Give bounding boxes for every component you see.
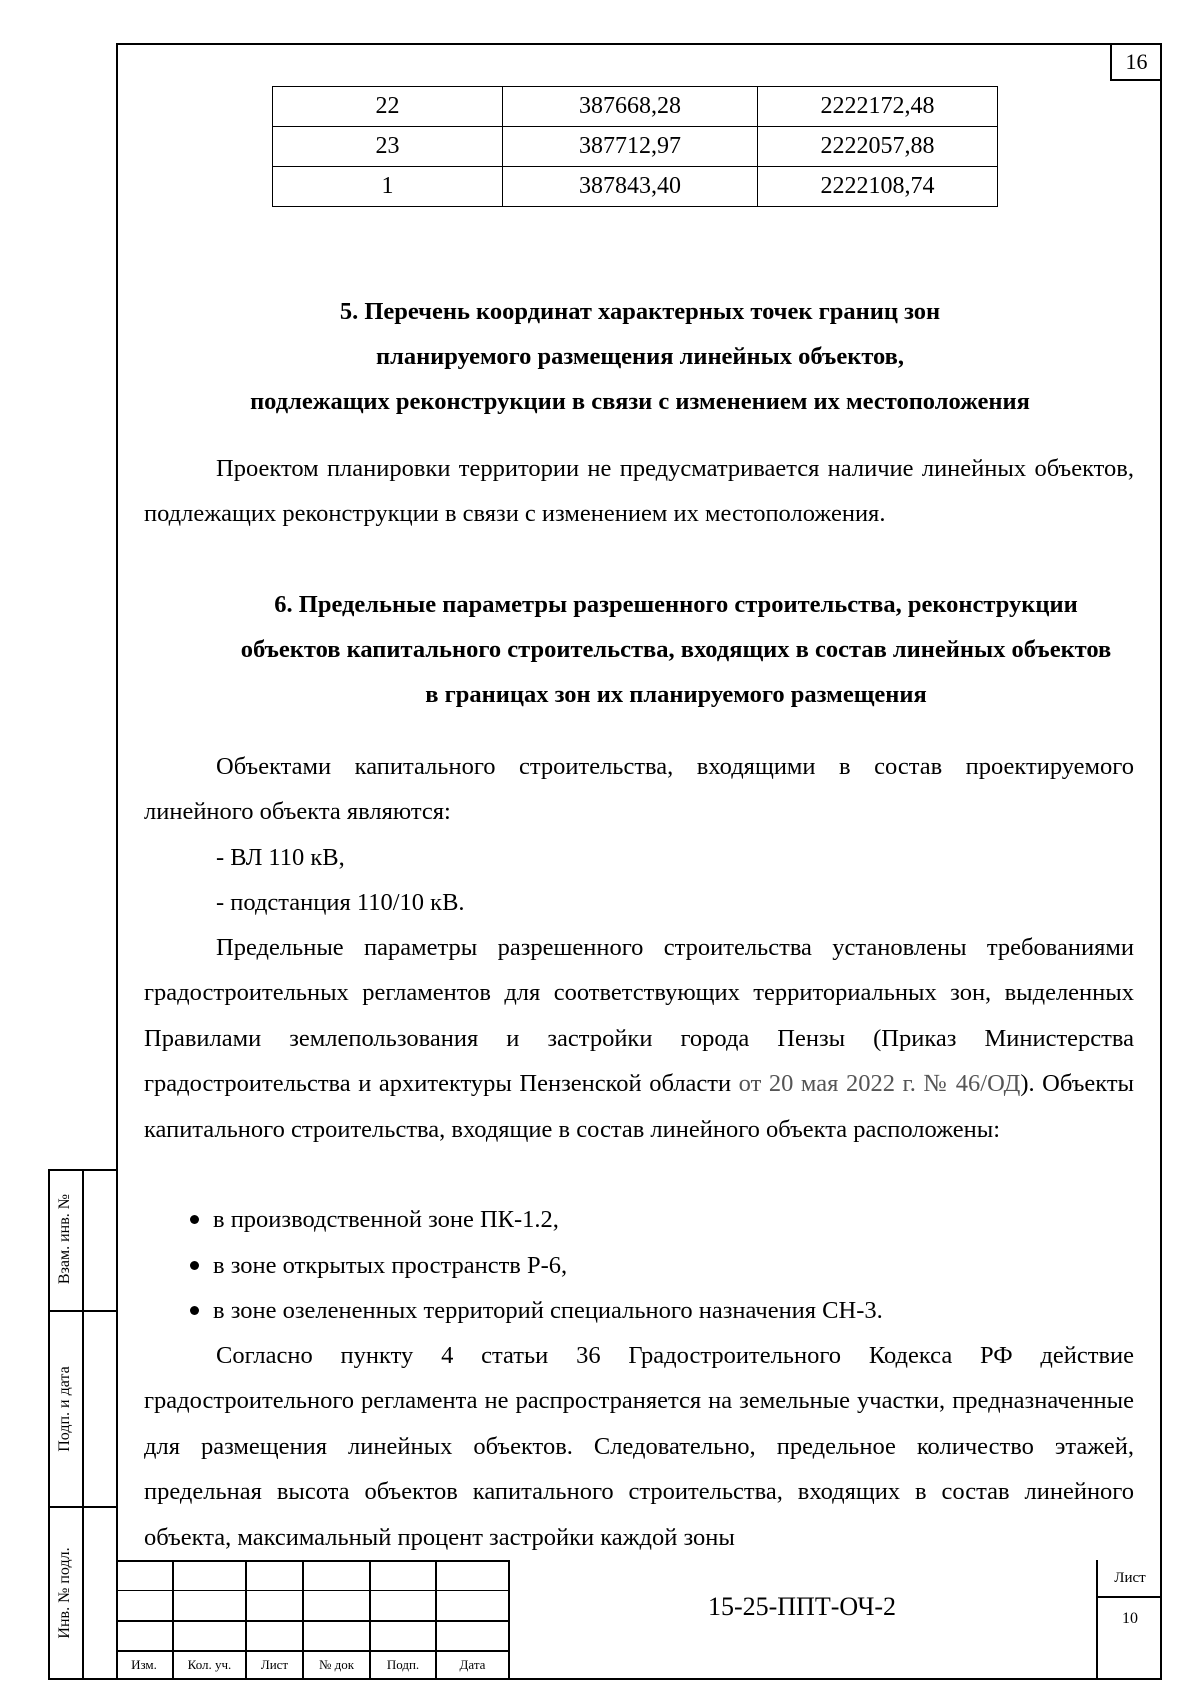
side-label-signature-date: Подп. и дата	[56, 1366, 73, 1452]
stamp-row-divider	[48, 1506, 118, 1508]
bullet-text: в зоне озелененных территорий специального назначения СН-3.	[213, 1297, 883, 1324]
coordinates-table	[272, 86, 998, 207]
params-text-a: Предельные параметры разрешенного строительства установлены требованиями градостроительных регламентов для соответствующих территориальных зон, выделенных Правилами землепользования и застройки города Пензы (Приказ Министерства градостроительства и архитектуры Пензенской области	[144, 934, 1134, 1098]
title-block-row	[116, 1620, 510, 1622]
table-row	[273, 127, 998, 167]
column-label-sheet: Лист	[260, 1657, 289, 1672]
table-cell: 387712,97	[503, 127, 758, 167]
table-cell: 22	[273, 87, 503, 127]
column-label-count: Кол. уч.	[187, 1657, 232, 1672]
dash-item: - подстанция 110/10 кВ.	[216, 889, 465, 916]
stamp-outer-left	[48, 1169, 50, 1680]
bullet-text: в производственной зоне ПК-1.2,	[213, 1206, 559, 1233]
section-5-paragraph: Проектом планировки территории не предусматривается наличие линейных объектов, подлежащих реконструкции в связи с изменением их местоположения.	[144, 455, 1134, 528]
table-cell: 387668,28	[503, 87, 758, 127]
section-6-final-paragraph: Согласно пункту 4 статьи 36 Градостроительного Кодекса РФ действие градостроительного регламента не распространяется на земельные участки, предназначенные для размещения линейных объектов. Следовательно, предельное количество этажей, предельная высота объектов капитального строительства, входящих в состав линейного объекта, максимальный процент застройки каждой зоны	[144, 1342, 1134, 1551]
table-row	[273, 87, 998, 127]
frame-left	[116, 43, 118, 1680]
section-5-heading	[140, 289, 1140, 424]
title-block-top	[116, 1560, 510, 1562]
bullet-text: в зоне открытых пространств Р-6,	[213, 1252, 568, 1279]
column-label-signature: Подп.	[386, 1657, 420, 1672]
bullet-icon	[190, 1261, 199, 1270]
dash-item: - ВЛ 110 кВ,	[216, 844, 345, 871]
heading-line: объектов капитального строительства, входящих в состав линейных объектов	[240, 636, 1112, 663]
table-cell: 2222057,88	[758, 127, 998, 167]
table-row	[273, 167, 998, 207]
frame-top	[116, 43, 1162, 45]
table-cell: 2222108,74	[758, 167, 998, 207]
frame-bottom	[48, 1678, 1162, 1680]
stamp-divider-vertical	[82, 1169, 84, 1680]
page-number: 16	[1110, 45, 1161, 81]
table-cell: 23	[273, 127, 503, 167]
stamp-row-divider	[48, 1310, 118, 1312]
heading-line: подлежащих реконструкции в связи с изменением их местоположения	[250, 388, 1030, 415]
heading-line: 6. Предельные параметры разрешенного строительства, реконструкции	[274, 591, 1078, 618]
section-6-params-paragraph	[144, 925, 1134, 1152]
bullet-icon	[190, 1215, 199, 1224]
bullet-icon	[190, 1306, 199, 1315]
stamp-top	[48, 1169, 118, 1171]
title-block-col	[508, 1560, 510, 1680]
side-label-replacement-inv: Взам. инв. №	[56, 1193, 73, 1285]
document-code: 15-25-ППТ-ОЧ-2	[707, 1592, 897, 1621]
heading-line: 5. Перечень координат характерных точек границ зон	[339, 298, 941, 325]
bullet-item	[190, 1197, 559, 1242]
title-block-row	[116, 1650, 510, 1652]
section-6-heading	[176, 582, 1176, 717]
table-cell: 2222172,48	[758, 87, 998, 127]
table-cell: 1	[273, 167, 503, 207]
sheet-label: Лист	[1114, 1570, 1146, 1586]
column-label-doc-number: № док	[318, 1657, 355, 1672]
heading-line: в границах зон их планируемого размещения	[425, 681, 927, 708]
heading-line: планируемого размещения линейных объектов,	[375, 343, 905, 370]
table-cell: 387843,40	[503, 167, 758, 207]
column-label-date: Дата	[459, 1657, 486, 1672]
bullet-item	[190, 1288, 883, 1333]
column-label-change: Изм.	[131, 1657, 157, 1672]
side-label-original-inv: Инв. № подл.	[56, 1547, 73, 1639]
bullet-item	[190, 1243, 567, 1288]
params-text-b: ). Объекты капитального строительства, входящие в состав линейного объекта расположены:	[144, 1070, 1134, 1143]
order-reference: от 20 мая 2022 г. № 46/ОД	[738, 1070, 1021, 1098]
title-block-row	[116, 1590, 510, 1591]
section-6-intro: Объектами капитального строительства, входящими в состав проектируемого линейного объекта являются:	[144, 753, 1134, 826]
sheet-number: 10	[1122, 1610, 1138, 1627]
sheet-box-divider	[1096, 1596, 1162, 1598]
